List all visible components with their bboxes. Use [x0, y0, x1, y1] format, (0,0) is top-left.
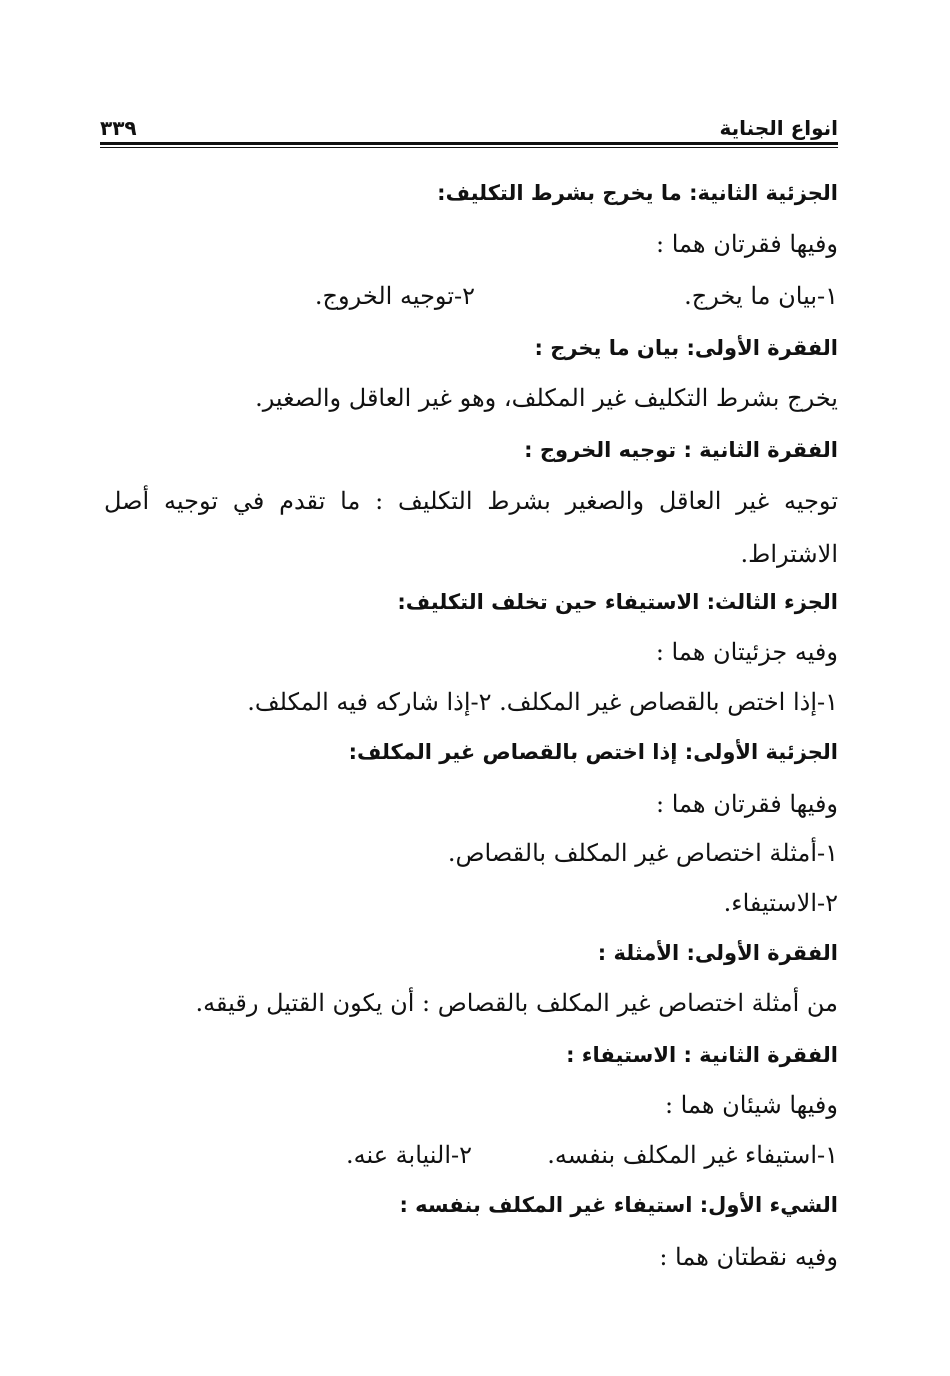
section-heading: الجزئية الأولى: إذا اختص بالقصاص غير المكلف: [348, 740, 838, 764]
section-heading: الفقرة الأولى: الأمثلة : [597, 941, 838, 965]
paragraph-line: الاشتراط. [740, 540, 838, 568]
section-heading: الفقرة الثانية : الاستيفاء : [566, 1043, 838, 1067]
running-header [100, 100, 838, 140]
paragraph-line: توجيه غير العاقل والصغير بشرط التكليف : ما تقدم في توجيه أصل [104, 487, 838, 515]
header-rule-thick [100, 142, 838, 145]
list-item: ١-إذا اختص بالقصاص غير المكلف. ٢-إذا شاركه فيه المكلف. [247, 688, 838, 716]
section-heading: الجزئية الثانية: ما يخرج بشرط التكليف: [437, 181, 838, 205]
list-item: ١-استيفاء غير المكلف بنفسه. [547, 1141, 838, 1169]
paragraph-line: وفيه نقطتان هما : [659, 1243, 838, 1271]
section-heading: الفقرة الثانية : توجيه الخروج : [524, 438, 838, 462]
paragraph-line: وفيها فقرتان هما : [656, 790, 838, 818]
list-item: ١-بيان ما يخرج. [684, 282, 838, 310]
list-item: ٢-توجيه الخروج. [314, 282, 475, 310]
list-item: ١-أمثلة اختصاص غير المكلف بالقصاص. [447, 839, 838, 867]
paragraph-line: وفيه جزئيتان هما : [655, 638, 838, 666]
section-heading: الجزء الثالث: الاستيفاء حين تخلف التكليف: [397, 590, 838, 614]
section-heading: الشيء الأول: استيفاء غير المكلف بنفسه : [399, 1193, 838, 1217]
paragraph-line: يخرج بشرط التكليف غير المكلف، وهو غير العاقل والصغير. [255, 384, 838, 412]
list-item: ٢-الاستيفاء. [723, 889, 838, 917]
paragraph-line: وفيها فقرتان هما : [656, 230, 838, 258]
list-item: ٢-النيابة عنه. [345, 1141, 472, 1169]
paragraph-line: من أمثلة اختصاص غير المكلف بالقصاص : أن يكون القتيل رقيقه. [195, 989, 838, 1017]
section-heading: الفقرة الأولى: بيان ما يخرج : [534, 336, 838, 360]
chapter-title: انواع الجناية [719, 116, 838, 140]
header-rule-thin [100, 147, 838, 148]
paragraph-line: وفيها شيئان هما : [664, 1091, 838, 1119]
page-number: ٣٣٩ [100, 116, 137, 140]
